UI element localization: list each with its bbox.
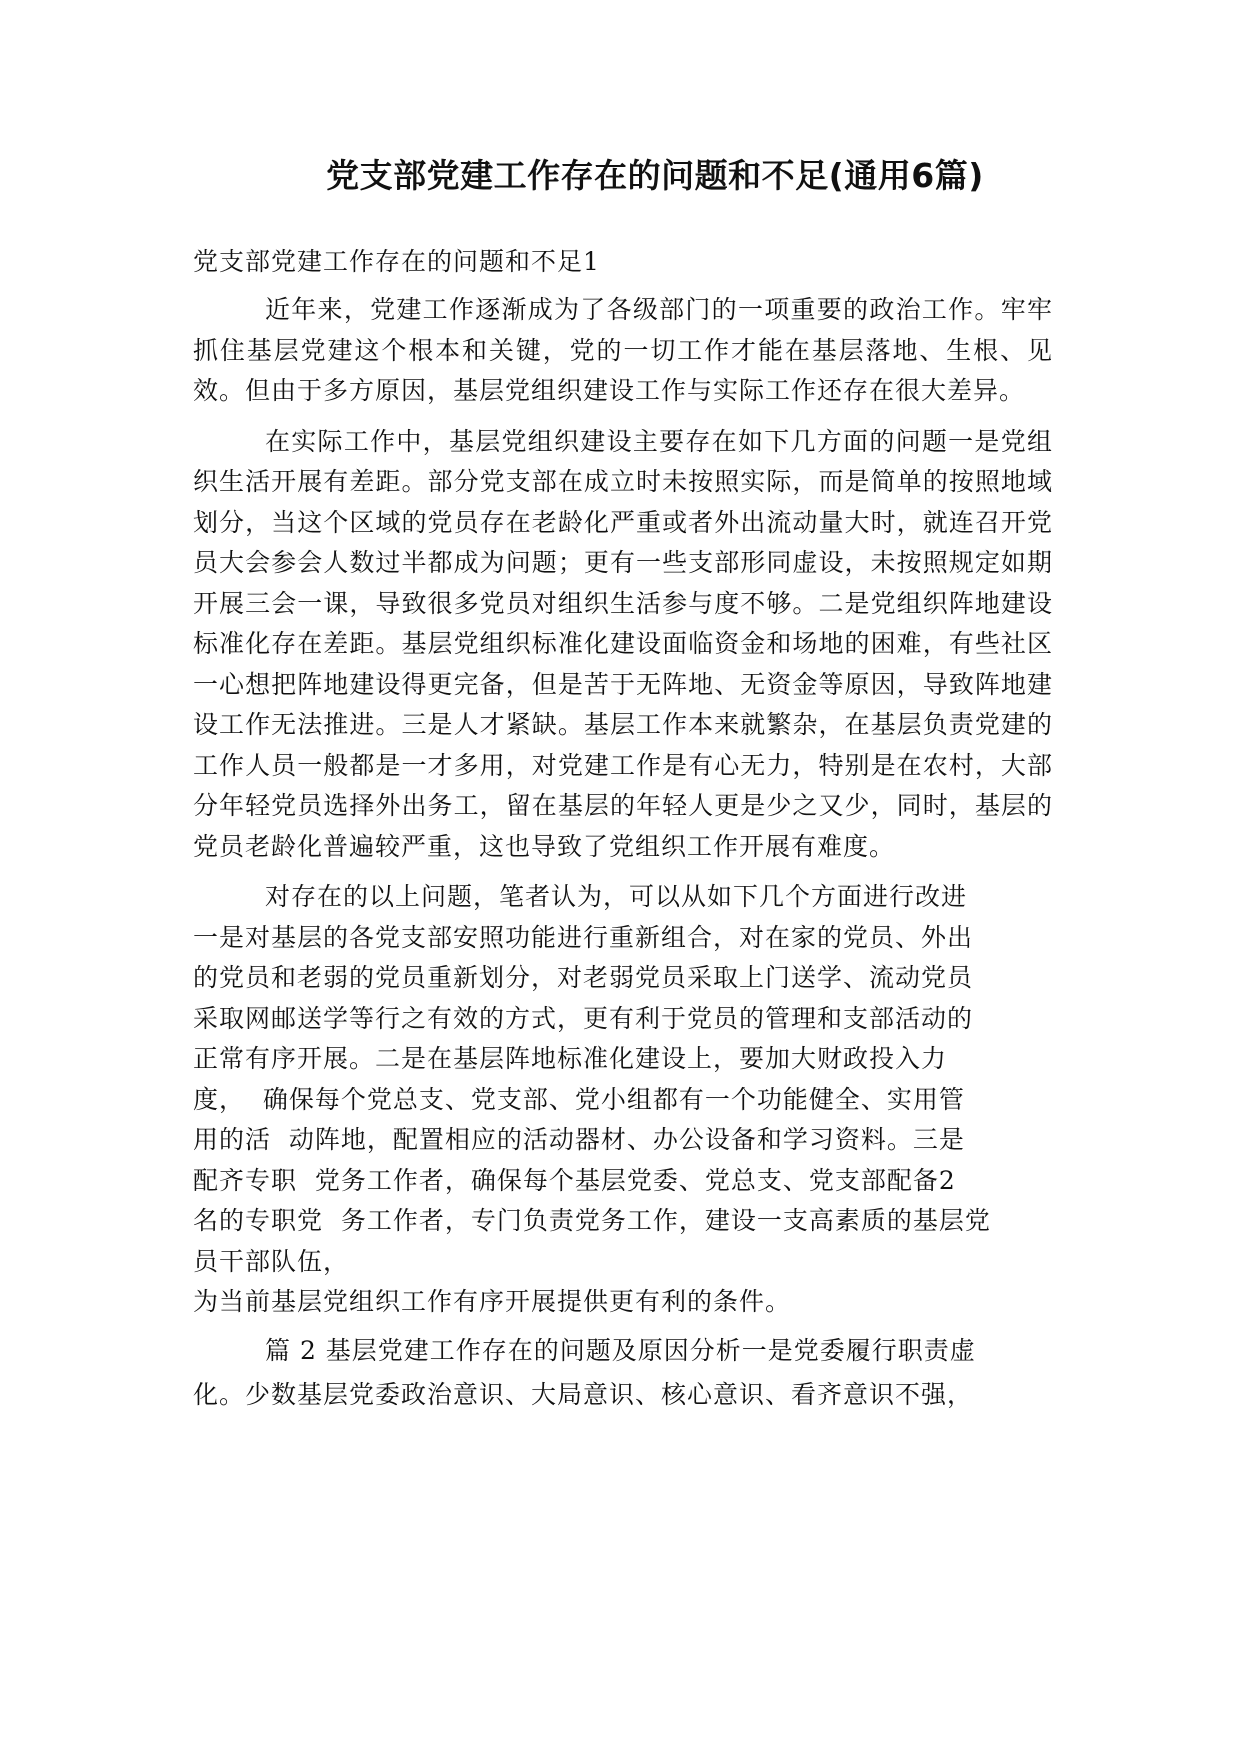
paragraph-line: 一是对基层的各党支部安照功能进行重新组合，对在家的党员、外出 [193,922,974,952]
paragraph-intro: 近年来，党建工作逐渐成为了各级部门的一项重要的政治工作。牢牢抓住基层党建这个根本和关键，党的一切工作才能在基层落地、生根、见效。但由于多方原因，基层党组织建设工作与实际工作还存在很大差异。 [193,295,1053,405]
paragraph-line: 正常有序开展。二是在基层阵地标准化建设上，要加大财政投入力 [193,1044,948,1073]
paragraph-line: 的党员和老弱的党员重新划分，对老弱党员采取上门送学、流动党员 [193,963,974,992]
paragraph-improvements [193,877,1053,1323]
paragraph-line: 篇 2 基层党建工作存在的问题及原因分析一是党委履行职责虚 [265,1335,976,1365]
document-body [193,240,1053,1417]
paragraph-line: 为当前基层党组织工作有序开展提供更有利的条件。 [193,1287,792,1316]
paragraph-line: 采取网邮送学等行之有效的方式，更有利于党员的管理和支部活动的 [193,1003,974,1033]
section-heading: 党支部党建工作存在的问题和不足1 [193,247,600,276]
paragraph-line: 员干部队伍， [193,1246,350,1276]
paragraph-problems: 在实际工作中，基层党组织建设主要存在如下几方面的问题一是党组织生活开展有差距。部分党支部在成立时未按照实际，而是简单的按照地域划分，当这个区域的党员存在老龄化严重或者外出流动量大时，就连召开党员大会参会人数过半都成为问题；更有一些支部形同虚设，未按照规定如期开展三会一课，导致很多党员对组织生活参与度不够。二是党组织阵地建设标准化存在差距。基层党组织标准化建设面临资金和场地的困难，有些社区一心想把阵地建设得更完备，但是苦于无阵地、无资金等原因，导致阵地建设工作无法推进。三是人才紧缺。基层工作本来就繁杂，在基层负责党建的工作人员一般都是一才多用，对党建工作是有心无力，特别是在农村，大部分年轻党员选择外出务工，留在基层的年轻人更是少之又少，同时，基层的党员老龄化普遍较严重，这也导致了党组织工作开展有难度。 [193,426,1053,861]
document-title: 党支部党建工作存在的问题和不足(通用6篇) [326,156,984,195]
paragraph-line: 化。少数基层党委政治意识、大局意识、核心意识、看齐意识不强， [193,1379,974,1409]
paragraph-section2 [193,1329,1053,1417]
paragraph-line: 用的活 动阵地，配置相应的活动器材、办公设备和学习资料。三是 [193,1125,965,1154]
paragraph-line: 对存在的以上问题，笔者认为，可以从如下几个方面进行改进 [265,882,968,911]
paragraph-line: 名的专职党 务工作者，专门负责党务工作，建设一支高素质的基层党 [193,1206,991,1235]
paragraph-line: 配齐专职 党务工作者，确保每个基层党委、党总支、党支部配备2 [193,1165,956,1195]
paragraph-line: 度， 确保每个党总支、党支部、党小组都有一个功能健全、实用管 [193,1084,965,1114]
